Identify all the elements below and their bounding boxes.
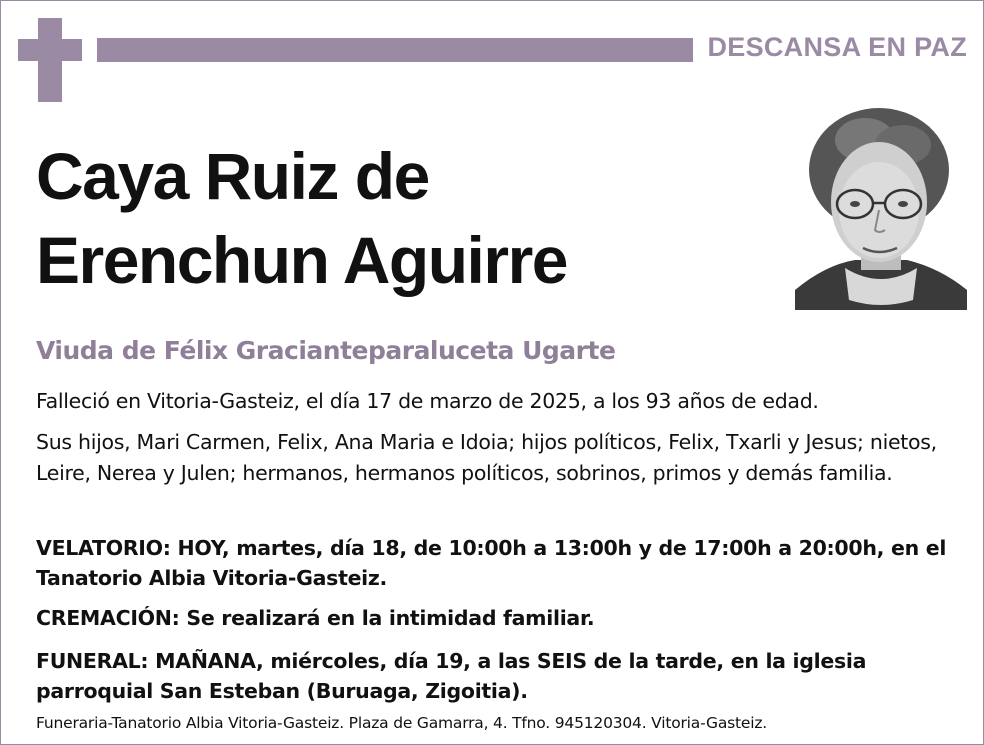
widow-of-line: Viuda de Félix Gracianteparaluceta Ugarte [36,336,616,365]
name-line-2: Erenchun Aguirre [36,223,567,297]
name-line-1: Caya Ruiz de [36,139,429,213]
funeral-home-footer: Funeraria-Tanatorio Albia Vitoria-Gasteiz. Plaza de Gamarra, 4. Tfno. 945120304. Vitoria-Gasteiz. [36,714,768,732]
header-band [97,38,693,62]
death-notice: Falleció en Vitoria-Gasteiz, el día 17 de marzo de 2025, a los 93 años de edad. [36,389,819,413]
rip-label: DESCANSA EN PAZ [707,32,967,62]
funeral-info: FUNERAL: MAÑANA, miércoles, día 19, a las SEIS de la tarde, en la iglesia parroquial San Esteban (Buruaga, Zigoitia). [36,649,867,703]
velatorio-info: VELATORIO: HOY, martes, día 18, de 10:00h a 13:00h y de 17:00h a 20:00h, en el Tanatorio Albia Vitoria-Gasteiz. [36,536,947,590]
portrait-photo [795,100,967,310]
family-list: Sus hijos, Mari Carmen, Felix, Ana Maria e Idoia; hijos políticos, Felix, Txarli y Jesus; nietos, Leire, Nerea y Julen; hermanos, hermanos políticos, sobrinos, primos y demás familia. [36,430,937,485]
cremacion-info: CREMACIÓN: Se realizará en la intimidad familiar. [36,606,595,630]
deceased-name [36,134,756,302]
